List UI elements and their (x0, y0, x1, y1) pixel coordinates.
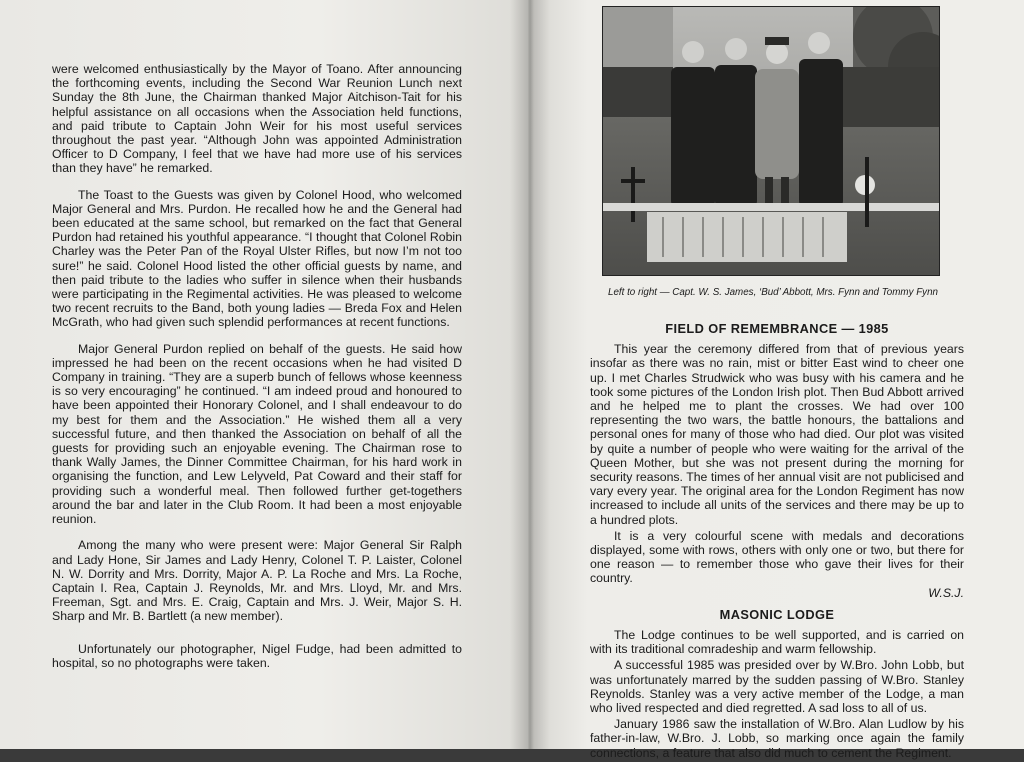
paragraph: A successful 1985 was presided over by W.Bro. John Lobb, but was unfortunately marred by the sudden passing of W.Bro. Stanley Reynolds. Stanley was a very active member of the Lodge, a man who lived respected and died regretted. A sad loss to all of us. (590, 658, 964, 716)
paragraph: were welcomed enthusiastically by the Mayor of Toano. After announcing the forthcoming events, including the Second War Reunion Lunch next Sunday the 8th June, the Chairman thanked Major Aitchison-Tait for his helpful assistance on all occasions when the Association held functions, and paid tribute to Captain John Weir for his most useful services throughout the past year. “Although John was appointed Administration Officer to D Company, I feel that we have had more use of his services than they have” he remarked. (52, 62, 462, 176)
section-heading: MASONIC LODGE (719, 606, 835, 622)
book-gutter (510, 0, 550, 749)
paragraph: Major General Purdon replied on behalf of the guests. He said how impressed he had been on the recent occasions when he had visited D Company in training. “They are a superb bunch of fellows whose keenness is so very encouraging” he continued. “I am indeed proud and honoured to have been appointed their Honorary Colonel, and I shall endeavour to do my best for them and the Association.” He wished them all a very successful future, and then thanked the Association on behalf of all the guests for providing such an enjoyable evening. The Chairman rose to thank Wally James, the Dinner Committee Chairman, for his hard work in organising the function, and Lew Lelyveld, Pat Coward and their staff for providing such a wonderful meal. Then followed further get-togethers around the bar and later in the Club Room. It had been a most enjoyable reunion. (52, 341, 462, 527)
paragraph: Unfortunately our photographer, Nigel Fudge, had been admitted to hospital, so no photographs were taken. (52, 641, 462, 670)
paragraph: The Lodge continues to be well supported, and is carried on with its traditional comradeship and warm fellowship. (590, 628, 964, 657)
section-heading: FIELD OF REMEMBRANCE — 1985 (665, 321, 889, 336)
paragraph: This year the ceremony differed from that of previous years insofar as there was no rain, mist or bitter East wind to cheer one up. I met Charles Strudwick who was busy with his camera and he took some pictures of the London Irish plot. Then Bud Abbott arrived and he helped me to plant the crosses. We had over 100 representing the two wars, the battle honours, the battalions and personal ones for many of those who had died. Our plot was visited by quite a number of people who were waiting for the arrival of the Queen Mother, but she was not present during the morning for security reasons. The times of her annual visit are not publicised and vary every year. The original area for the London Regiment has now increased to include all units of the services and there may be up to a hundred plots. (590, 342, 964, 527)
author-signature: W.S.J. (928, 585, 964, 600)
right-text-column (590, 322, 964, 762)
paragraph: January 1986 saw the installation of W.Bro. Alan Ludlow by his father-in-law, W.Bro. J. Lobb, so marking once again the family connections, a feature that also did much to cement the Regiment. (590, 717, 964, 760)
paragraph: The Toast to the Guests was given by Colonel Hood, who welcomed Major General and Mrs. Purdon. He recalled how he and the General had been educated at the same school, but remarked on the fact that General Purdon had retained his youthful appearance. “I thought that Colonel Robin Charley was the Peter Pan of the Royal Ulster Rifles, but now I’m not too sure!” he said. Colonel Hood listed the other official guests by name, and then paid tribute to the ladies who suffer in silence when their husbands were participating in the Regimental activities. He was pleased to welcome two recent recruits to the Band, both young ladies — Breda Fox and Helen McGrath, who had given such splendid performances at recent functions. (52, 187, 462, 330)
paragraph: It is a very colourful scene with medals and decorations displayed, some with rows, others with only one or two, but there for one reason — to remember those who gave their lives for their country. (590, 528, 964, 586)
field-of-remembrance-photo (602, 6, 940, 276)
paragraph: Among the many who were present were: Major General Sir Ralph and Lady Hone, Sir James and Lady Henry, Colonel T. P. Laister, Colonel N. W. Dorrity and Mrs. Dorrity, Major A. P. La Roche and Mrs. La Roche, Captain I. Rea, Captain J. Reynolds, Mr. and Mrs. Lloyd, Mr. and Mrs. Freeman, Sgt. and Mrs. E. Craig, Captain and Mrs. J. Weir, Major S. H. Sharp and Mr. B. Bartlett (a new member). (52, 538, 462, 624)
photo-caption: Left to right — Capt. W. S. James, ‘Bud’ Abbott, Mrs. Fynn and Tommy Fynn (608, 287, 938, 298)
left-text-column (52, 62, 462, 682)
